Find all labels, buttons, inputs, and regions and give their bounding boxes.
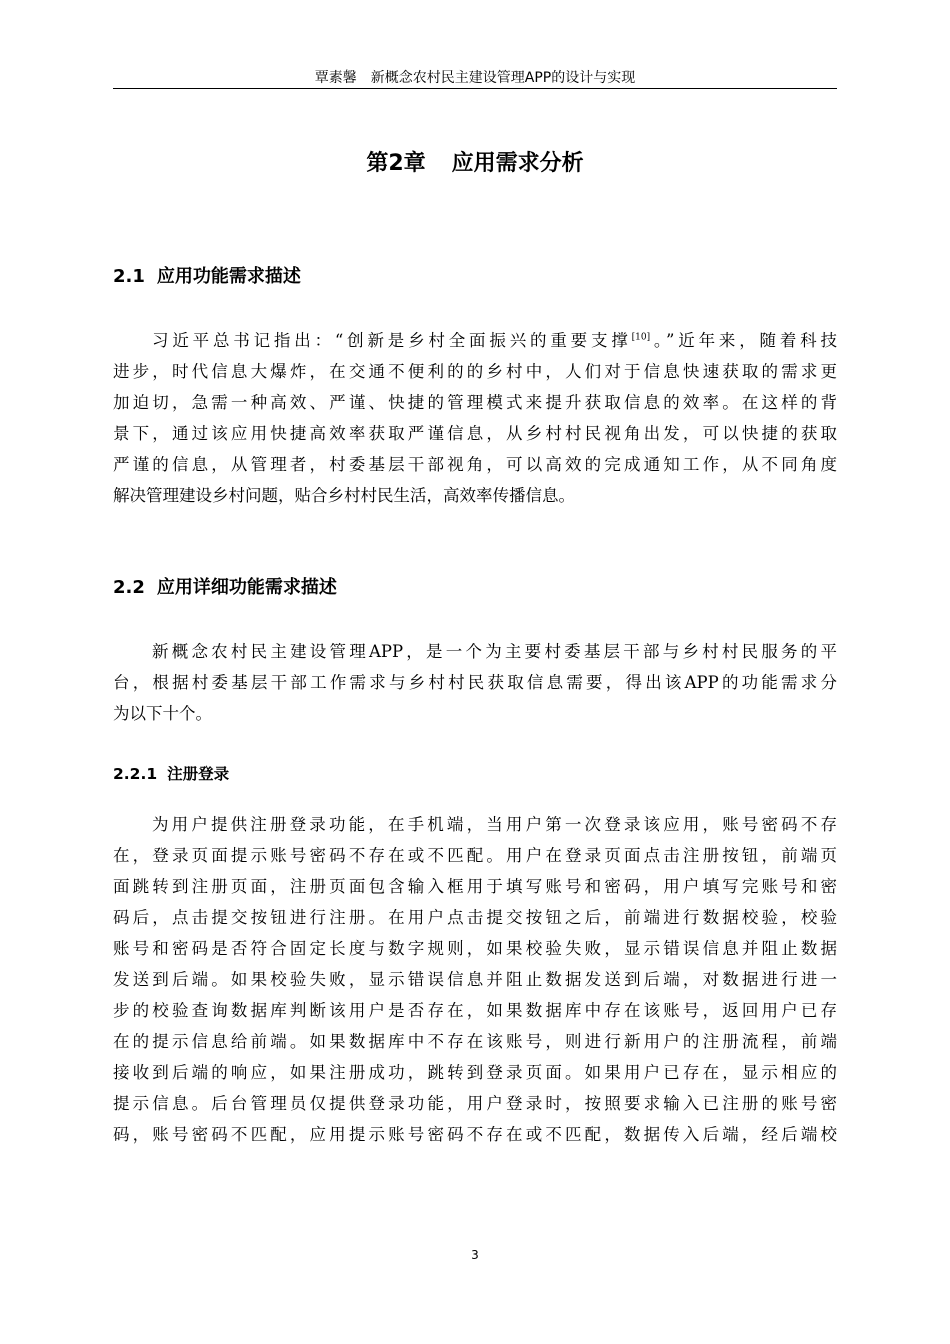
paragraph-line: 加迫切，急需一种高效、严谨、快捷的管理模式来提升获取信息的效率。在这样的背 [113,393,837,412]
paragraph-line: 接收到后端的响应，如果注册成功，跳转到登录页面。如果用户已存在，显示相应的 [113,1063,837,1082]
paragraph-line: 新概念农村民主建设管理APP，是一个为主要村委基层干部与乡村村民服务的平 [152,642,837,661]
paragraph-2-1 [113,325,837,511]
paragraph-line: 账号和密码是否符合固定长度与数字规则，如果校验失败，显示错误信息并阻止数据 [113,939,837,958]
subsection-heading-2-2-1 [113,761,837,787]
paragraph-line: 台，根据村委基层干部工作需求与乡村村民获取信息需要，得出该APP的功能需求分 [113,673,837,692]
paragraph-line: 发送到后端。如果校验失败，显示错误信息并阻止数据发送到后端，对数据进行进一 [113,970,837,989]
paragraph-line: 在的提示信息给前端。如果数据库中不存在该账号，则进行新用户的注册流程，前端 [113,1032,837,1051]
paragraph-line: 为以下十个。 [113,704,212,723]
paragraph-line: 进步，时代信息大爆炸，在交通不便利的的乡村中，人们对于信息快速获取的需求更 [113,362,837,381]
running-header [113,68,837,88]
section-title: 应用功能需求描述 [156,266,301,287]
paragraph-line: 解决管理建设乡村问题，贴合乡村村民生活，高效率传播信息。 [113,486,575,505]
section-heading-2-1 [113,262,837,292]
paragraph-line: 码，账号密码不匹配，应用提示账号密码不存在或不匹配，数据传入后端，经后端校 [113,1125,837,1144]
paragraph-line: 提示信息。后台管理员仅提供登录功能，用户登录时，按照要求输入已注册的账号密 [113,1094,837,1113]
subsection-title: 注册登录 [167,765,230,783]
chapter-name: 应用需求分析 [451,151,584,176]
header-author: 覃素馨 [314,70,357,86]
header-rule [113,88,837,89]
paragraph-2-2 [113,636,837,729]
section-number: 2.1 [113,266,145,287]
chapter-title [113,146,837,182]
paragraph-line: 严谨的信息，从管理者，村委基层干部视角，可以高效的完成通知工作，从不同角度 [113,455,837,474]
paragraph-line: 码后，点击提交按钮进行注册。在用户点击提交按钮之后，前端进行数据校验，校验 [113,908,837,927]
citation-marker: [10] [631,332,651,343]
paragraph-line: 景下，通过该应用快捷高效率获取严谨信息，从乡村村民视角出发，可以快捷的获取 [113,424,837,443]
paragraph-line: 在，登录页面提示账号密码不存在或不匹配。用户在登录页面点击注册按钮，前端页 [113,846,837,865]
chapter-number: 第2章 [366,151,426,176]
paragraph-line: 面跳转到注册页面，注册页面包含输入框用于填写账号和密码，用户填写完账号和密 [113,877,837,896]
paragraph-line: 为用户提供注册登录功能，在手机端，当用户第一次登录该应用，账号密码不存 [152,815,837,834]
section-number: 2.2 [113,577,145,598]
section-title: 应用详细功能需求描述 [156,577,337,598]
paragraph-line: 习近平总书记指出：“创新是乡村全面振兴的重要支撑[10]。”近年来，随着科技 [152,331,837,350]
paragraph-2-2-1 [113,809,837,1150]
header-thesis-title: 新概念农村民主建设管理APP的设计与实现 [370,70,636,86]
subsection-number: 2.2.1 [113,765,158,783]
paragraph-line: 步的校验查询数据库判断该用户是否存在，如果数据库中存在该账号，返回用户已存 [113,1001,837,1020]
section-heading-2-2 [113,573,837,603]
page-number: 3 [471,1248,479,1262]
